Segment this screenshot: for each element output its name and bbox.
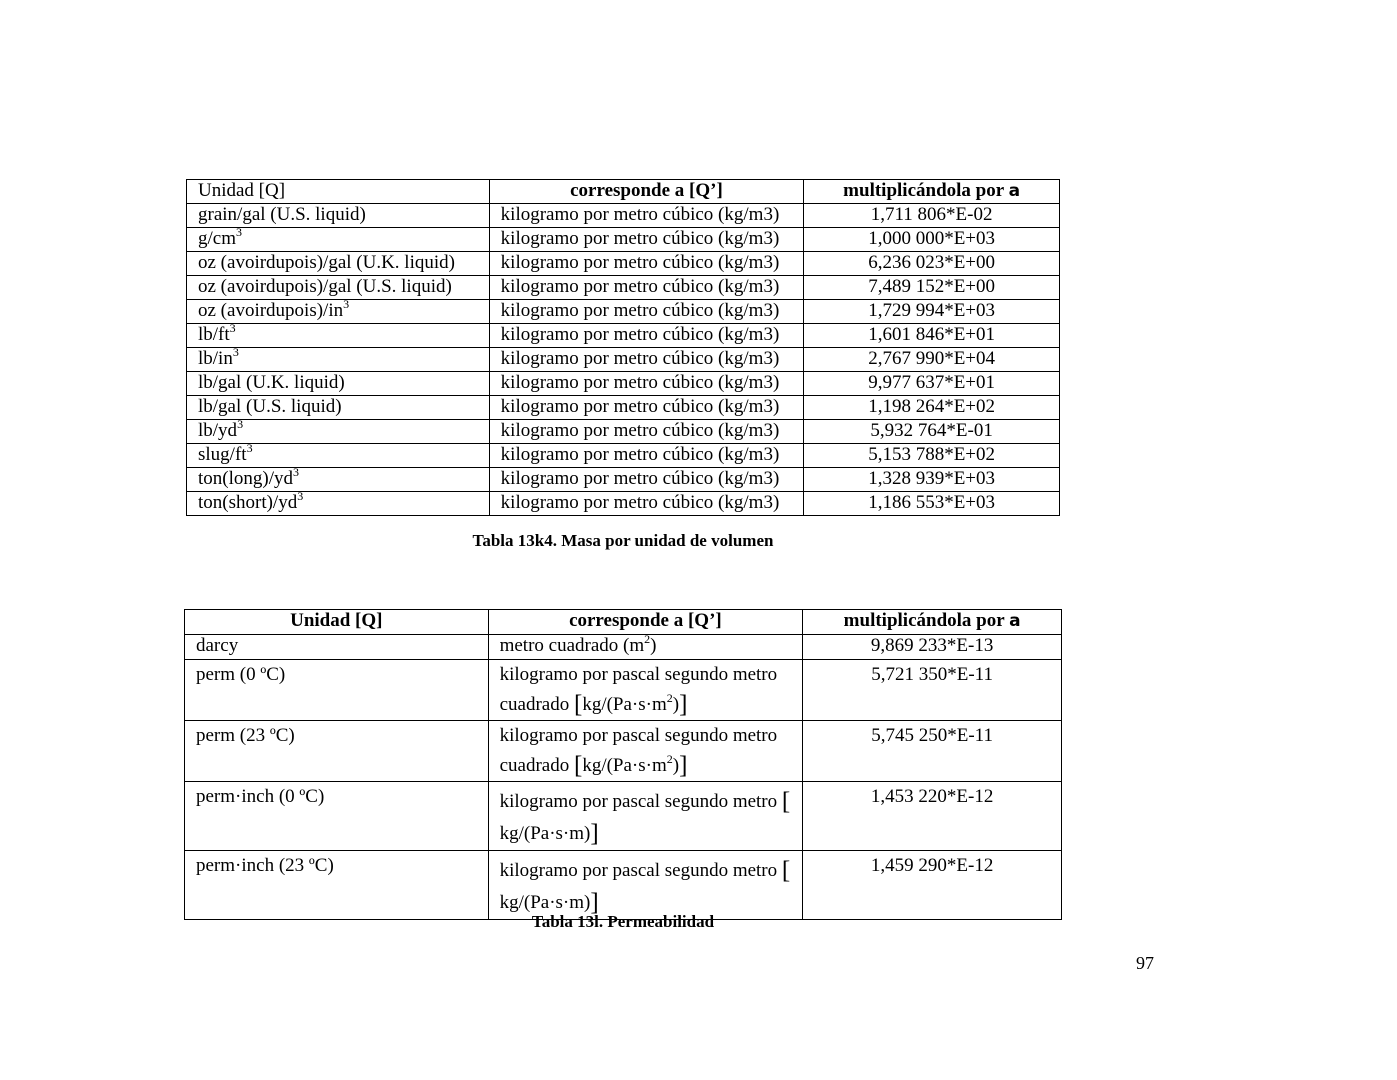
unit-text: ton(long)/yd bbox=[198, 468, 293, 489]
bracket-open: [ bbox=[781, 857, 791, 884]
header-unit: Unidad [Q] bbox=[187, 180, 490, 204]
table-caption-density: Tabla 13k4. Masa por unidad de volumen bbox=[472, 531, 774, 550]
unit-text: oz (avoirdupois)/gal (U.S. liquid) bbox=[198, 276, 452, 297]
table-row bbox=[187, 252, 1060, 276]
table-row bbox=[187, 324, 1060, 348]
target-unit-sup: 2 bbox=[666, 691, 673, 705]
target-unit: kg/(Pa·s·m) bbox=[499, 823, 591, 844]
header-multiply-label: multiplicándola por bbox=[843, 180, 1004, 201]
factor-cell: 9,869 233*E-13 bbox=[803, 635, 1062, 660]
target-unit: kg/(Pa·s·m bbox=[582, 755, 667, 776]
factor-cell: 5,153 788*E+02 bbox=[804, 444, 1060, 468]
bracket-open: [ bbox=[573, 752, 583, 779]
bracket-close: ] bbox=[679, 752, 688, 779]
unit-text: lb/gal (U.S. liquid) bbox=[198, 396, 342, 417]
target-line-1: kilogramo por pascal segundo metro bbox=[499, 860, 778, 881]
target-cell: kilogramo por metro cúbico (kg/m3) bbox=[489, 468, 804, 492]
target-cell: kilogramo por metro cúbico (kg/m3) bbox=[489, 204, 804, 228]
target-cell bbox=[488, 660, 803, 721]
unit-text: grain/gal (U.S. liquid) bbox=[198, 204, 366, 225]
unit-cell bbox=[187, 225, 490, 252]
header-corresponds: corresponde a [Q’] bbox=[488, 610, 803, 635]
page-number: 97 bbox=[1136, 953, 1154, 973]
bracket-close: ] bbox=[590, 889, 599, 916]
table-row bbox=[187, 468, 1060, 492]
target-cell: kilogramo por metro cúbico (kg/m3) bbox=[489, 420, 804, 444]
target-line-2: cuadrado bbox=[499, 694, 570, 715]
target-sup: 2 bbox=[644, 632, 651, 646]
unit-cell: perm (23 ºC) bbox=[185, 721, 489, 782]
table-row bbox=[185, 660, 1062, 721]
factor-cell: 5,745 250*E-11 bbox=[803, 721, 1062, 782]
target-unit-sup: 2 bbox=[666, 752, 673, 766]
unit-cell bbox=[187, 276, 490, 300]
target-unit: kg/(Pa·s·m bbox=[582, 694, 667, 715]
unit-text: lb/ft bbox=[198, 324, 230, 345]
unit-cell bbox=[187, 417, 490, 444]
table-header-row bbox=[187, 180, 1060, 204]
factor-cell: 1,453 220*E-12 bbox=[803, 782, 1062, 851]
unit-sup: 3 bbox=[297, 489, 304, 503]
conversion-table-permeability bbox=[184, 609, 1062, 920]
table-row bbox=[185, 721, 1062, 782]
unit-cell: perm·inch (23 ºC) bbox=[185, 851, 489, 920]
unit-cell: perm (0 ºC) bbox=[185, 660, 489, 721]
factor-cell: 5,721 350*E-11 bbox=[803, 660, 1062, 721]
table-row bbox=[185, 851, 1062, 920]
unit-text: oz (avoirdupois)/in bbox=[198, 300, 344, 321]
unit-text: lb/yd bbox=[198, 420, 238, 441]
target-unit-close: ) bbox=[672, 755, 680, 776]
target-cell: kilogramo por metro cúbico (kg/m3) bbox=[489, 492, 804, 516]
table-row bbox=[185, 635, 1062, 660]
table-row bbox=[187, 492, 1060, 516]
table-row bbox=[185, 782, 1062, 851]
unit-text: slug/ft bbox=[198, 444, 247, 465]
table-row bbox=[187, 276, 1060, 300]
bracket-close: ] bbox=[590, 820, 599, 847]
header-multiply-label: multiplicándola por bbox=[843, 610, 1005, 631]
unit-text: lb/in bbox=[198, 348, 233, 369]
factor-cell: 1,198 264*E+02 bbox=[804, 396, 1060, 420]
target-unit-close: ) bbox=[672, 694, 680, 715]
unit-sup: 3 bbox=[343, 297, 350, 311]
header-corresponds: corresponde a [Q’] bbox=[489, 180, 804, 204]
conversion-table-density bbox=[186, 179, 1060, 516]
target-line-1: kilogramo por pascal segundo metro bbox=[499, 725, 778, 746]
unit-cell bbox=[187, 297, 490, 324]
target-line-2: cuadrado bbox=[499, 755, 570, 776]
target-cell: kilogramo por metro cúbico (kg/m3) bbox=[489, 276, 804, 300]
bracket-close: ] bbox=[679, 691, 688, 718]
table-caption-permeability: Tabla 13l. Permeabilidad bbox=[531, 912, 715, 931]
unit-cell bbox=[187, 465, 490, 492]
unit-text: ton(short)/yd bbox=[198, 492, 298, 513]
target-cell bbox=[488, 851, 803, 920]
unit-text: g/cm bbox=[198, 228, 236, 249]
target-cell bbox=[488, 721, 803, 782]
factor-cell: 6,236 023*E+00 bbox=[804, 252, 1060, 276]
unit-cell bbox=[187, 441, 490, 468]
table-row bbox=[187, 420, 1060, 444]
factor-cell: 1,729 994*E+03 bbox=[804, 300, 1060, 324]
target-cell: kilogramo por metro cúbico (kg/m3) bbox=[489, 396, 804, 420]
unit-sup: 3 bbox=[229, 321, 236, 335]
table-header-row bbox=[185, 610, 1062, 635]
unit-cell: perm·inch (0 ºC) bbox=[185, 782, 489, 851]
factor-cell: 1,328 939*E+03 bbox=[804, 468, 1060, 492]
factor-cell: 7,489 152*E+00 bbox=[804, 276, 1060, 300]
factor-cell: 1,186 553*E+03 bbox=[804, 492, 1060, 516]
header-unit: Unidad [Q] bbox=[185, 610, 489, 635]
factor-cell: 2,767 990*E+04 bbox=[804, 348, 1060, 372]
bracket-open: [ bbox=[781, 788, 791, 815]
unit-cell bbox=[187, 204, 490, 228]
target-line-1: kilogramo por pascal segundo metro bbox=[499, 791, 778, 812]
unit-sup: 3 bbox=[237, 417, 244, 431]
unit-cell bbox=[187, 372, 490, 396]
factor-cell: 1,000 000*E+03 bbox=[804, 228, 1060, 252]
target-text: metro cuadrado (m bbox=[499, 635, 645, 656]
target-unit: kg/(Pa·s·m) bbox=[499, 892, 591, 913]
unit-cell: darcy bbox=[185, 635, 489, 660]
target-text-end: ) bbox=[650, 635, 657, 656]
unit-cell bbox=[187, 321, 490, 348]
table-row bbox=[187, 372, 1060, 396]
header-multiply-symbol: a bbox=[1009, 611, 1021, 631]
factor-cell: 1,459 290*E-12 bbox=[803, 851, 1062, 920]
header-multiply bbox=[803, 610, 1062, 635]
target-cell: kilogramo por metro cúbico (kg/m3) bbox=[489, 324, 804, 348]
unit-sup: 3 bbox=[232, 345, 239, 359]
bracket-open: [ bbox=[573, 691, 583, 718]
factor-cell: 1,711 806*E-02 bbox=[804, 204, 1060, 228]
unit-cell bbox=[187, 252, 490, 276]
unit-text: lb/gal (U.K. liquid) bbox=[198, 372, 345, 393]
table-row bbox=[187, 444, 1060, 468]
target-cell: kilogramo por metro cúbico (kg/m3) bbox=[489, 228, 804, 252]
target-cell: kilogramo por metro cúbico (kg/m3) bbox=[489, 444, 804, 468]
unit-cell bbox=[187, 345, 490, 372]
table-row bbox=[187, 204, 1060, 228]
unit-text: oz (avoirdupois)/gal (U.K. liquid) bbox=[198, 252, 455, 273]
header-multiply bbox=[804, 180, 1060, 204]
target-cell bbox=[488, 632, 803, 660]
unit-cell bbox=[187, 489, 490, 516]
unit-sup: 3 bbox=[236, 225, 242, 239]
table-row bbox=[187, 348, 1060, 372]
target-cell: kilogramo por metro cúbico (kg/m3) bbox=[489, 300, 804, 324]
unit-cell bbox=[187, 396, 490, 420]
target-line-1: kilogramo por pascal segundo metro bbox=[499, 664, 778, 685]
unit-sup: 3 bbox=[246, 441, 253, 455]
target-cell: kilogramo por metro cúbico (kg/m3) bbox=[489, 252, 804, 276]
header-multiply-symbol: a bbox=[1008, 181, 1021, 201]
table-row bbox=[187, 300, 1060, 324]
table-row bbox=[187, 396, 1060, 420]
target-cell: kilogramo por metro cúbico (kg/m3) bbox=[489, 372, 804, 396]
target-cell: kilogramo por metro cúbico (kg/m3) bbox=[489, 348, 804, 372]
factor-cell: 5,932 764*E-01 bbox=[804, 420, 1060, 444]
factor-cell: 1,601 846*E+01 bbox=[804, 324, 1060, 348]
table-row bbox=[187, 228, 1060, 252]
factor-cell: 9,977 637*E+01 bbox=[804, 372, 1060, 396]
unit-sup: 3 bbox=[293, 465, 299, 479]
target-cell bbox=[488, 782, 803, 851]
